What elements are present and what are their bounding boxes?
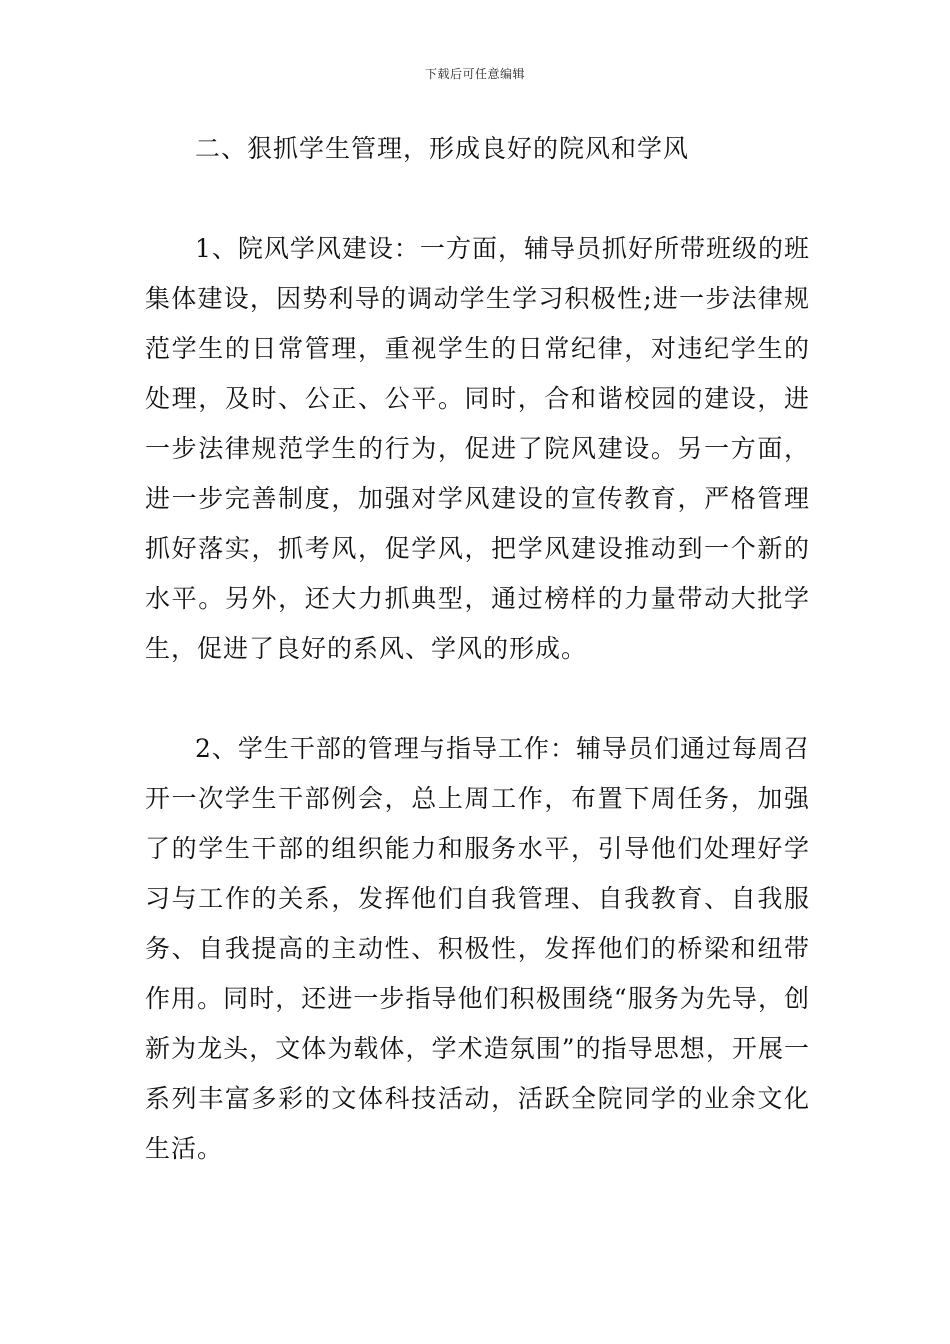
section-heading: 二、狠抓学生管理，形成良好的院风和学风 [195, 134, 690, 163]
header-note: 下载后可任意编辑 [424, 67, 525, 81]
paragraph-style-building: 1、院风学风建设：一方面，辅导员抓好所带班级的班集体建设，因势利导的调动学生学习积极性;进一步法律规范学生的日常管理，重视学生的日常纪律，对违纪学生的处理，及时、公正、公平。同时，合和谐校园的建设，进一步法律规范学生的行为，促进了院风建设。另一方面，进一步完善制度，加强对学风建设的宣传教育，严格管理抓好落实，抓考风，促学风，把学风建设推动到一个新的水平。另外，还大力抓典型，通过榜样的力量带动大批学生，促进了良好的系风、学风的形成。 [145, 234, 810, 663]
document-body [145, 124, 810, 1174]
paragraph-student-cadres: 2、学生干部的管理与指导工作：辅导员们通过每周召开一次学生干部例会，总上周工作，布置下周任务，加强了的学生干部的组织能力和服务水平，引导他们处理好学习与工作的关系，发挥他们自我管理、自我教育、自我服务、自我提高的主动性、积极性，发挥他们的桥梁和纽带作用。同时，还进一步指导他们积极围绕“服务为先导，创新为龙头，文体为载体，学术造氛围”的指导思想，开展一系列丰富多彩的文体科技活动，活跃全院同学的业余文化生活。 [145, 734, 810, 1163]
